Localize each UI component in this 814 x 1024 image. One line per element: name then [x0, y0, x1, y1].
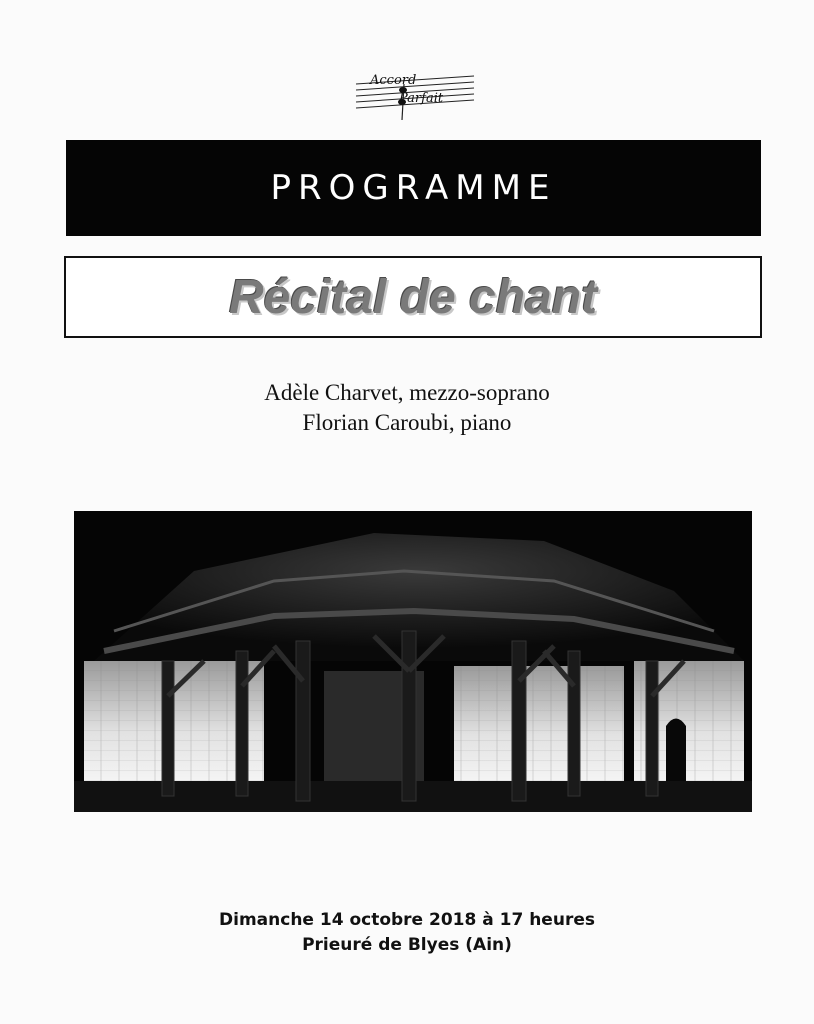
page-title: Récital de chant	[228, 270, 598, 324]
night-timber-market-hall-photo-icon	[74, 511, 752, 812]
event-venue: Prieuré de Blyes (Ain)	[302, 935, 512, 955]
event-details	[0, 908, 814, 958]
logo-text-line1: Accord	[370, 73, 417, 88]
event-date: Dimanche 14 octobre 2018 à 17 heures	[219, 910, 595, 930]
venue-photo	[74, 511, 752, 812]
programme-banner	[66, 140, 761, 236]
performers-list	[0, 378, 814, 438]
performer-singer: Adèle Charvet, mezzo-soprano	[264, 380, 550, 405]
programme-label: PROGRAMME	[270, 168, 557, 208]
performer-pianist: Florian Caroubi, piano	[302, 410, 512, 435]
accord-parfait-logo	[352, 62, 482, 124]
logo-text-line2: Parfait	[399, 91, 444, 106]
music-staff-logo-icon	[352, 62, 482, 124]
title-box	[64, 256, 762, 338]
